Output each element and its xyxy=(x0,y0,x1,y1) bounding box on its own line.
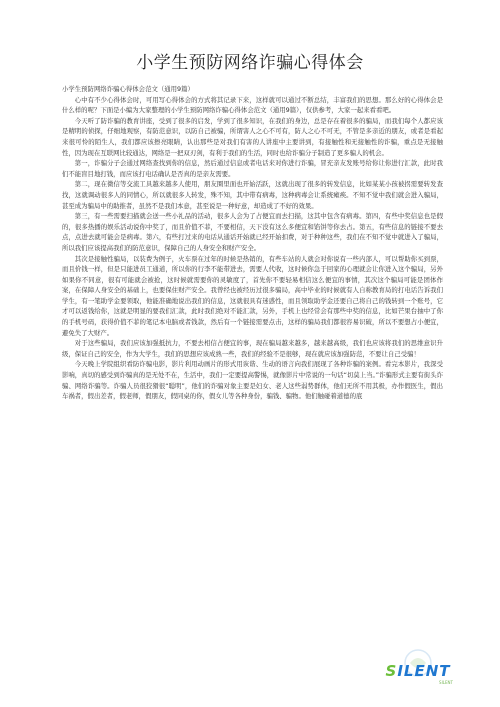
paragraph: 今天听了防诈骗的教育讲座，受到了很多的启发，学到了很多知识，在我们的身边，总是存在着很多的骗局，而我们每个人都应该是精明的侦探，仔细地观察，有防范意识，以防自己被骗，所谓害人之心不可有，防人之心不可无，不管是多亲近的朋友，或者是看起来很可怜的陌生人，我们都应该擦亮眼睛，认出那些是对我们有害的人讲座中主要讲到，有接触性和无接触性的诈骗，重点是无接触性，因为现在互联网比较通达，网络是一把双刃剑，有利于我们的生活，同时也给诈骗分子制造了更多骗人的机会。 xyxy=(62,116,443,157)
paragraph: 第一，诈骗分子会通过网络查找到你的信息，然后通过信息或者电话来对你进行诈骗，冒充亲友发账号给你让你进行汇款，此时我们不能盲目地打钱，而应该打电话确认是否真的是亲友需要。 xyxy=(62,159,443,178)
document-title: 小学生预防网络诈骗心得体会 xyxy=(136,53,364,73)
silent-logo-icon xyxy=(358,649,478,689)
paragraph: 第三，有一些需要扫描就会送一些小礼品的活动，很多人会为了占便宜而去扫描，这其中包含有病毒。第四，有些中奖信息也是假的，很多热播的娱乐活动说你中奖了，而且价值不菲，不要相信，天下没有这么多便宜和馅饼等你去占。第五，有些信息的链接不要去点，点进去就可能会是病毒。第六，有些打过来的电话从通话开始就已经开始扣费，对于种种这些，我们在不知不觉中就进入了骗局，所以我们应该提高我们的防范意识，保障自己的人身安全和财产安全。 xyxy=(62,212,443,252)
logo-text xyxy=(386,662,452,680)
paragraph: 心中有不少心得体会时，可用写心得体会的方式将其记录下来，这样就可以通过不断总结，丰富我们的思想。那么好的心得体会是什么样的呢？下面是小编为大家整理的小学生预防网络诈骗心得体会范文（通用9篇），仅供参考，大家一起来看看吧。 xyxy=(62,95,443,115)
paragraph-subtitle: 小学生预防网络诈骗心得体会范文（通用9篇） xyxy=(62,85,194,93)
paragraph: 其次是接触性骗局，以装费为例子，火车票在过年的时候是热销的，有些车站的人就会对你说有一些内部人，可以帮助你买到票，而且价钱一样，但是只能进员工通道，所以你的行李不能带进去，需要人代收，这时候你急于回家的心理就会让你进入这个骗局，另外如果你不同意，很有可能就会被抢，这时候就需要你的灵敏度了，首先你不要轻易相信这么便宜的事情，其次这个骗局可能是团体作案，在保障人身安全的基础上，也要保住财产安全。我曾经也被经历过很多骗局，高中毕业的时候就有人自称教育局的打电话告诉我们学生，有一笔助学金要领取，他能准确地说出我们的信息，这就很具有迷惑性，而且领取助学金还要自己将自己的钱转到一个账号，它才可以返钱给你，这就是明显的要我们汇款，此时我们绝对不能汇款，另外，手机上也经常会有那些中奖的信息，比如芒果台抽中了你的手机号码，获得价值不菲的笔记本电脑或者钱款，然后有一个链接需要点击，这样的骗局我们都很容易识破，所以不要想占小便宜，避免失了大财产。 xyxy=(62,254,443,337)
document-body xyxy=(62,84,443,402)
logo-text-rest: ILENT xyxy=(397,662,451,680)
logo-text-s: S xyxy=(385,662,398,680)
logo-subtext: SILENT xyxy=(439,680,453,685)
paragraph: 第二，现在微信等交流工具越来越多人使用，朋友圈里面也开始活跃，这就出现了很多的转发信息，比如某某小孩被拐需要转发查找，这就调动很多人的同情心，所以就很多人转发，殊不知，其中带有病毒，这种病毒会让系统瘫痪。不知不觉中我们就会进入骗局，甚至成为骗局中的助推者，虽然不是我们本意，甚至说是一种好意，却造成了不好的效果。 xyxy=(62,180,443,210)
paragraph: 今天晚上学院组织看防诈骗电影，影片利用动画片的形式用诙谐、生动的语言向我们展现了各种诈骗的案例。看完本影片，我深受影响，真切的感受到诈骗真的是无处不在，生活中，我们一定要提高警惕，就像影片中常说的一句话“切莫上当。”诈骗形式主要有街头诈骗、网络诈骗等。诈骗人员很狡猾很“聪明”，他们的诈骗对象主要是妇女、老人这些弱势群体，他们无所不用其极，办作假医生，假出车祸者，假出差者，假老师，假朋友，假同桌的你，假女儿等各种身份，骗钱、骗物。他们触碰着道德的底 xyxy=(62,360,443,401)
paragraph: 对于这些骗局，我们应该加强抵抗力，不要去相信占便宜的事，现在骗局越来越多，越来越高级，我们也应该将我们的思维意识升级，保证自己的安全，作为大学生，我们的思想应该成熟一些，我们的经验不是很够，现在就应该加强防范，不要让自己受骗！ xyxy=(62,339,443,358)
